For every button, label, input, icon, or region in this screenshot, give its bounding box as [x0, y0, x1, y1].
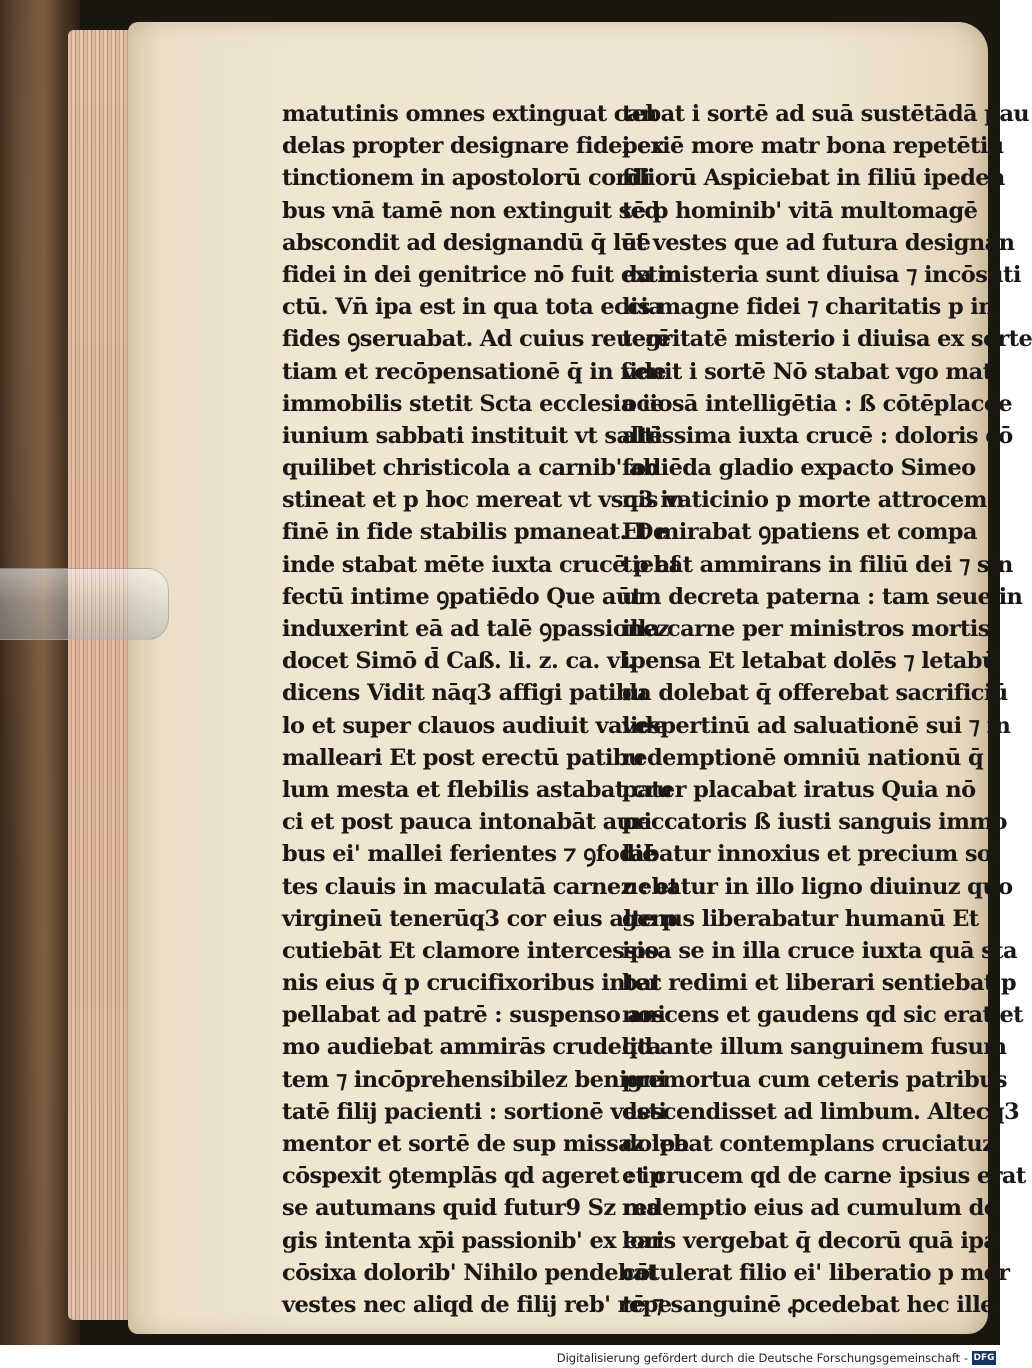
text-line: dolebat contemplans cruciatuz — [622, 1131, 995, 1157]
text-line: noscens et gaudens qd sic erat et — [622, 1002, 1023, 1029]
text-line: fides ꝯseruabat. Ad cuius reuerē — [282, 326, 671, 353]
text-line: premortua cum ceteris patribus — [622, 1066, 1007, 1093]
text-line: vestes nec aliqd de filij reb' repe — [282, 1291, 672, 1318]
glass-page-weight — [0, 568, 169, 640]
text-line: lum mesta et flebilis astabat cru — [282, 776, 672, 803]
left-text-column — [282, 98, 689, 1321]
text-line: altissima iuxta crucē : doloris cō — [622, 422, 1013, 449]
text-line: illa carne per ministros mortis — [622, 616, 990, 642]
text-line: fectū intime ꝯpatiēdo Que aūt — [282, 583, 642, 610]
text-line: ctū. Vn̄ ipa est in qua tota eccia — [282, 294, 663, 321]
text-line: lis magne fidei ⁊ charitatis p in — [622, 294, 995, 321]
text-line: tē ⁊ sanguinē ꝓcedebat hec ille. — [622, 1291, 1002, 1318]
text-line: bat redimi et liberari sentiebat p — [622, 970, 1016, 997]
text-line: tegritatē misterio i diuisa ex sorte — [622, 326, 1032, 353]
text-line: bus ei' mallei ferientes ⁊ ꝯfodiē — [282, 841, 657, 868]
text-line: gis intenta xp̄i passionib' ex ear — [282, 1227, 663, 1254]
text-line: abscondit ad designandū q̄ lūē — [282, 229, 651, 256]
text-line: dicens Vidit nāq3 affigi patibu — [282, 680, 647, 707]
text-line: malleari Et post erectū patibu — [282, 744, 644, 771]
text-line: tē p hominib' vitā multomagē — [622, 197, 978, 224]
text-line: vespertinū ad saluationē sui ⁊ in — [622, 712, 1011, 739]
text-line: redemptio eius ad cumulum do — [622, 1195, 999, 1222]
text-line: tem ⁊ incōprehensibilez benigni — [282, 1066, 666, 1093]
text-line: venit i sortē Nō stabat vgo mat — [622, 358, 993, 385]
text-line: quilibet christicola a carnib' ab — [282, 455, 659, 482]
text-line: ci et post pauca intonabāt auri — [282, 809, 652, 836]
text-line: stineat et p hoc mereat vt vsq3 in — [282, 487, 684, 514]
text-line: cōsixa dolorib' Nihilo pendebat — [282, 1259, 657, 1286]
text-line: ipensa Et letabat dolēs ⁊ letabū — [622, 648, 998, 675]
text-line: et crucem qd de carne ipsius erat — [622, 1163, 1026, 1190]
digitization-credit: Digitalisierung gefördert durch die Deutsche Forschungsgemeinschaft - — [556, 1351, 968, 1365]
text-line: tebat i sortē ad suā sustētādā pau — [622, 101, 1030, 127]
text-line: delas propter designare fidei ex — [282, 133, 664, 160]
text-line: Et mirabat ꝯpatiens et compa — [622, 519, 977, 546]
text-line: tiam et recōpensationē q̄ in fide — [282, 358, 667, 385]
text-line: docet Simō d̄ Caß. li. z. ca. vl. — [282, 648, 635, 675]
right-text-column — [622, 98, 1032, 1321]
text-line: qd ante illum sanguinem fusum — [622, 1034, 1007, 1061]
text-line: tatē filij pacienti : sortionē vesti — [282, 1098, 667, 1125]
text-line: matutinis omnes extinguat can — [282, 101, 657, 127]
text-line: cōspexit ꝯtemplās qd ageret : ip — [282, 1163, 665, 1190]
text-line: inde stabat mēte iuxta crucē p af — [282, 551, 679, 578]
text-line: cutiebāt Et clamore intercessio — [282, 937, 659, 964]
text-line: da dolebat q̄ offerebat sacrificiū — [622, 680, 1008, 707]
text-line: uebatur in illo ligno diuinuz quo — [622, 873, 1013, 900]
dfg-logo: DFG — [973, 1353, 995, 1363]
text-line: labatur innoxius et precium sol — [622, 841, 1000, 868]
text-line: nis vaticinio p morte attrocem. — [622, 487, 995, 514]
text-line: se autumans quid futur9 Sz ma — [282, 1195, 660, 1222]
text-line: fodiēda gladio expacto Simeo — [622, 455, 976, 482]
text-line: nis eius q̄ p crucifixoribus inter — [282, 970, 660, 997]
text-line: descendisset ad limbum. Altecq3 — [622, 1098, 1020, 1125]
text-line: ociosā intelligētia : ß cōtēplacōe — [622, 390, 1012, 417]
text-line: tiebat ammirans in filiū dei ⁊ sin — [622, 551, 1013, 578]
text-line: mentor et sortē de sup missaz ipa — [282, 1131, 689, 1157]
text-line: virgineū tenerūq3 cor eius alte p — [282, 905, 678, 932]
text-line: iunium sabbati instituit vt saltē — [282, 422, 662, 449]
text-line: bus vnā tamē non extinguit sed — [282, 197, 660, 224]
text-line: genus liberabatur humanū Et — [622, 905, 979, 932]
text-line: et vestes que ad futura designan — [622, 229, 1015, 256]
text-line: fidei in dei genitrice nō fuit extin — [282, 261, 681, 288]
text-line: pater placabat iratus Quia nō — [622, 776, 976, 803]
text-line: ipsa se in illa cruce iuxta quā sta — [622, 937, 1017, 964]
footer-bar — [0, 1345, 1000, 1368]
text-line: induxerint eā ad talē ꝯpassionez — [282, 616, 669, 642]
text-line: immobilis stetit Scta ecclesia ie — [282, 390, 664, 417]
text-line: mo audiebat ammirās crudelita — [282, 1034, 662, 1061]
text-line: loris vergebat q̄ decorū quā ipa — [622, 1227, 998, 1254]
text-line: um decreta paterna : tam seue in — [622, 583, 1023, 610]
text-line: tes clauis in maculatā carnez : et — [282, 873, 679, 900]
text-line: cōtulerat filio ei' liberatio p mor — [622, 1259, 1010, 1286]
text-line: lo et super clauos audiuit valide — [282, 712, 667, 739]
text-line: finē in fide stabilis pmaneat. De — [282, 519, 667, 546]
text-line: pellabat ad patrē : suspenso ani — [282, 1002, 666, 1029]
text-line: tinctionem in apostolorū cordi — [282, 165, 650, 192]
text-line: filiorū Aspiciebat in filiū ipeden — [622, 165, 1005, 192]
text-line: da misteria sunt diuisa ⁊ incōsuti — [622, 261, 1021, 288]
text-line: periē more matr bona repetētiū — [622, 133, 1004, 160]
text-line: peccatoris ß iusti sanguis immo — [622, 809, 1007, 836]
text-line: redemptionē omniū nationū q̄ — [622, 744, 984, 771]
